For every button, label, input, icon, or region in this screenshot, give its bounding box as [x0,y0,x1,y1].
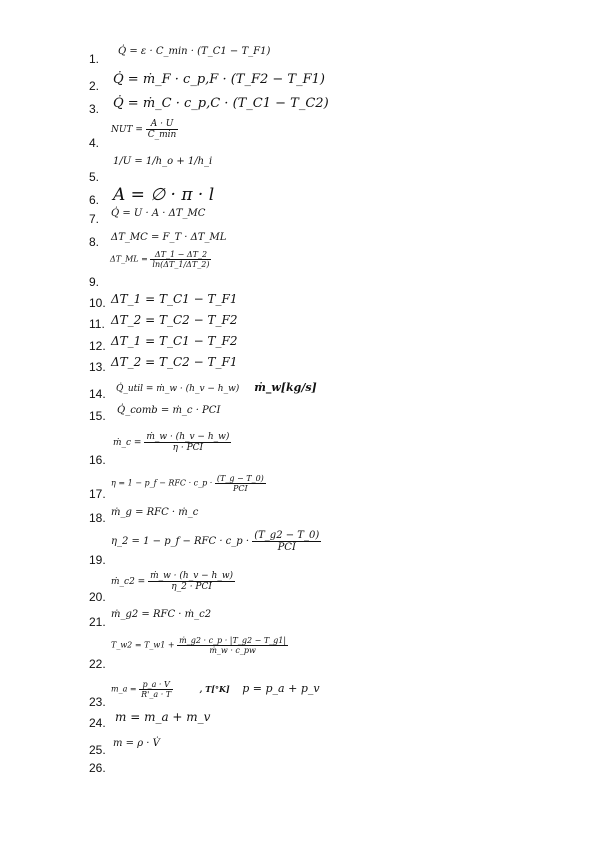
equation-23-unit: , T[°K] [199,683,230,694]
equation-14 [116,381,317,394]
equation-19-numerator: (T_g2 − T_0) [254,530,320,541]
equation-number: 4. [89,136,100,150]
equation-7: Q̇ = U · A · ΔT_MC [111,208,206,219]
equation-number: 15. [89,409,106,423]
equation-number: 3. [89,102,100,116]
equation-17-denominator: PCI [215,483,266,493]
equation-number: 12. [89,339,106,353]
equation-18: ṁ_g = RFC · ṁ_c [111,507,199,518]
equation-number: 18. [89,511,106,525]
equation-16 [113,432,231,453]
equation-4-lhs: NUT = [111,125,143,135]
equation-number: 1. [89,52,100,66]
equation-number: 7. [89,212,100,226]
equation-25: m = ρ · V̇ [113,738,160,749]
equation-22 [111,636,288,655]
equation-number: 9. [89,275,100,289]
equation-2: Q̇ = ṁ_F · c_p,F · (T_F2 − T_F1) [113,72,325,87]
equation-16-denominator: η · PCI [144,442,231,453]
equation-10: ΔT_1 = T_C1 − T_F1 [111,292,238,306]
equation-number: 17. [89,487,106,501]
equation-23-lhs: m_a = [111,684,137,694]
equation-number: 21. [89,615,106,629]
equation-20-denominator: η_2 · PCI [148,581,235,592]
equation-9 [110,250,211,269]
equation-23-fraction [139,680,173,699]
equation-20-lhs: ṁ_c2 = [111,577,146,587]
equation-1: Q̇ = ε · C_min · (T_C1 − T_F1) [118,46,271,57]
equation-22-lhs: T_w2 = T_w1 + [111,640,175,650]
equation-6: A = ∅ · π · l [113,185,215,205]
equation-8: ΔT_MC = F_T · ΔT_ML [111,232,227,243]
equation-number: 22. [89,657,106,671]
equation-14-unit: ṁ_w[kg/s] [254,381,317,394]
equation-19 [111,530,321,553]
equation-19-lhs: η_2 = 1 − p_f − RFC · c_p · [111,536,250,547]
equation-number: 14. [89,387,106,401]
equation-19-fraction [252,530,321,553]
equation-20-numerator: ṁ_w · (h_v − h_w) [150,571,234,581]
equation-number: 2. [89,79,100,93]
equation-20 [111,571,235,592]
equation-number: 10. [89,296,106,310]
equation-number: 23. [89,695,106,709]
equation-17-fraction [215,474,266,493]
equation-number: 20. [89,590,106,604]
equation-number: 24. [89,716,106,730]
equation-number: 26. [89,761,106,775]
equation-number: 16. [89,453,106,467]
equation-5-term-2: 1/h_i [187,156,213,167]
equation-17 [111,474,266,493]
equation-number: 5. [89,170,100,184]
equation-13: ΔT_2 = T_C2 − T_F1 [111,355,238,369]
equation-number: 11. [89,317,105,331]
equation-24: m = m_a + m_v [115,710,211,724]
equation-3: Q̇ = ṁ_C · c_p,C · (T_C1 − T_C2) [113,96,329,111]
equation-5-lhs: 1/U [113,156,132,167]
equation-12: ΔT_1 = T_C1 − T_F2 [111,334,238,348]
equation-16-numerator: ṁ_w · (h_v − h_w) [146,432,230,442]
equation-number: 8. [89,235,100,249]
equation-23-numerator: p_a · V [142,680,170,689]
equation-17-numerator: (T_g − T_0) [216,474,264,483]
equation-number: 25. [89,743,106,757]
equation-9-numerator: ΔT_1 − ΔT_2 [154,250,208,259]
equation-22-denominator: ṁ_w · c_pw [177,645,288,655]
equation-5: 1/U = 1/h_o + 1/h_i [113,156,213,167]
equation-number: 13. [89,360,106,374]
equation-16-fraction [144,432,231,453]
equation-15: Q̇_comb = ṁ_c · PCI [117,405,221,416]
equation-19-denominator: PCI [252,541,321,553]
equation-9-lhs: ΔT_ML = [110,254,148,264]
equation-14-body: Q̇_util = ṁ_w · (h_v − h_w) [116,384,240,394]
equation-4-numerator: A · U [150,119,174,129]
equation-21: ṁ_g2 = RFC · ṁ_c2 [111,609,212,620]
equation-16-lhs: ṁ_c = [113,438,142,448]
equation-17-lhs: η = 1 − p_f − RFC · c_p · [111,478,213,488]
equation-4-denominator: C_min [147,130,177,140]
equation-20-fraction [148,571,235,592]
equation-11: ΔT_2 = T_C2 − T_F2 [111,313,238,327]
equation-22-numerator: ṁ_g2 · c_p · |T_g2 − T_g1| [179,636,287,645]
equation-23-denominator: R'_a · T [141,690,172,699]
equation-number: 6. [89,193,100,207]
equation-number: 19. [89,553,106,567]
equation-23 [111,680,320,699]
equation-4-fraction [146,119,179,140]
equation-22-fraction [177,636,288,655]
equation-5-term-1: 1/h_o [145,156,174,167]
equation-9-fraction [150,250,211,269]
equation-9-denominator: ln(ΔT_1/ΔT_2) [152,260,210,269]
equation-23-extra: p = p_a + p_v [242,681,320,695]
equation-4 [111,119,178,140]
